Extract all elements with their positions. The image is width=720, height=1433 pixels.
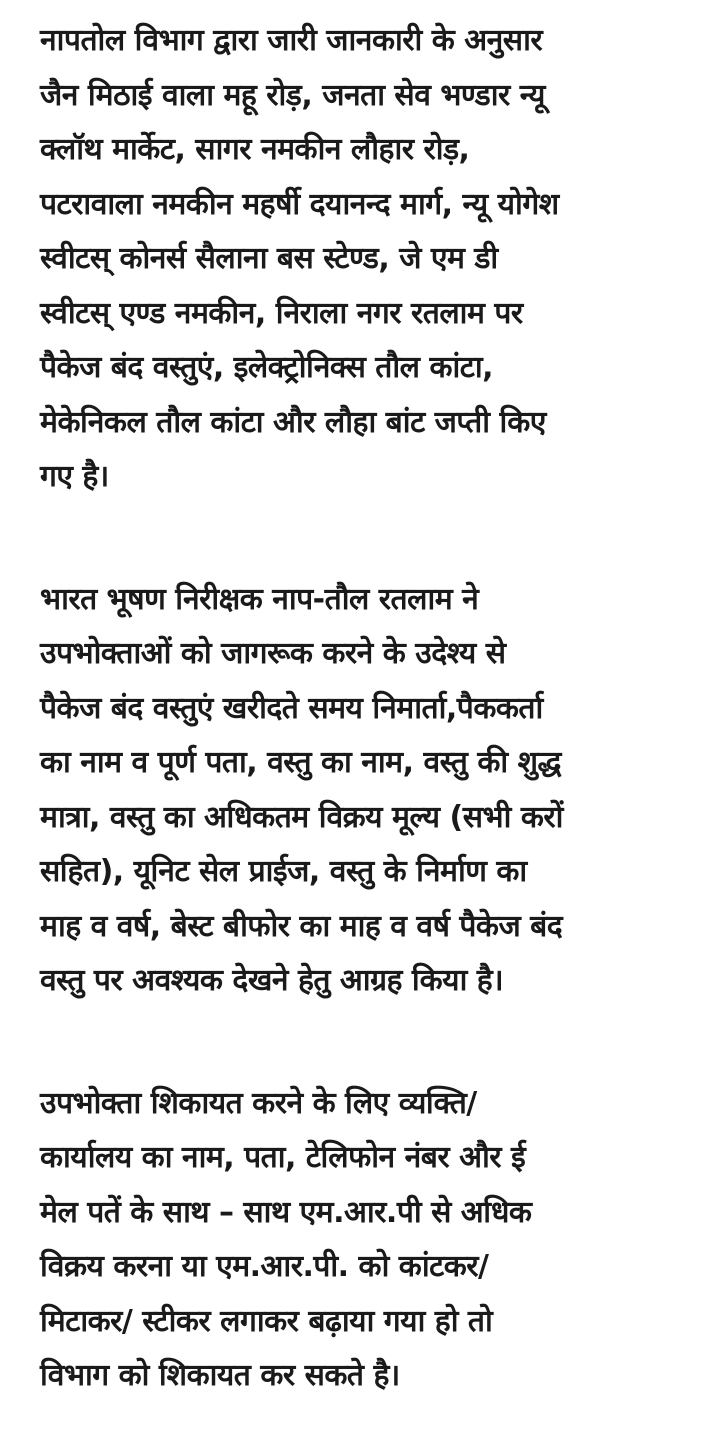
paragraph-complaint-info [40, 1077, 710, 1404]
text-line: सहित), यूनिट सेल प्राईज, वस्तु के निर्माण का [40, 854, 527, 889]
paragraph-gap [40, 505, 710, 573]
text-line: मात्रा, वस्तु का अधिकतम विक्रय मूल्य (सभी करों [40, 799, 563, 835]
text-line: मेल पतें के साथ – साथ एम.आर.पी से अधिक [40, 1194, 532, 1230]
text-line: माह व वर्ष, बेस्ट बीफोर का माह व वर्ष पैकेज बंद [40, 908, 563, 944]
text-line: क्लॉथ मार्केट, सागर नमकीन लौहार रोड़, [40, 132, 470, 167]
text-line: मिटाकर/ स्टीकर लगाकर बढ़ाया गया हो तो [40, 1303, 493, 1339]
text-line: विक्रय करना या एम.आर.पी. को कांटकर/ [40, 1249, 489, 1284]
paragraph-inspector-advice [40, 573, 710, 1009]
text-line: नापतोल विभाग द्वारा जारी जानकारी के अनुसार [40, 23, 543, 58]
text-line: उपभोक्ताओं को जागरूक करने के उदेश्य से [40, 636, 506, 671]
text-line: पटरावाला नमकीन महर्षी दयानन्द मार्ग, न्यू योगेश [40, 186, 559, 222]
text-line: स्वीटस् कोनर्स सैलाना बस स्टेण्ड, जे एम डी [40, 241, 498, 276]
text-line: मेकेनिकल तौल कांटा और लौहा बांट जप्ती किए [40, 404, 546, 440]
text-line: पैकेज बंद वस्तुएं खरीदते समय निमार्ता,पैककर्ता [40, 690, 543, 726]
text-line: स्वीटस् एण्ड नमकीन, निराला नगर रतलाम पर [40, 295, 523, 331]
text-line: गए है। [40, 459, 109, 494]
text-line: भारत भूषण निरीक्षक नाप-तौल रतलाम ने [40, 581, 479, 617]
text-line: विभाग को शिकायत कर सकते है। [40, 1358, 400, 1393]
text-line: कार्यालय का नाम, पता, टेलिफोन नंबर और ई [40, 1140, 526, 1175]
paragraph-gap [40, 1009, 710, 1077]
text-line: जैन मिठाई वाला महू रोड़, जनता सेव भण्डार न्यू [40, 77, 545, 113]
text-line: उपभोक्ता शिकायत करने के लिए व्यक्ति/ [40, 1085, 477, 1121]
text-line: वस्तु पर अवश्यक देखने हेतु आग्रह किया है। [40, 963, 504, 998]
paragraph-seizure-notice [40, 14, 710, 505]
text-line: का नाम व पूर्ण पता, वस्तु का नाम, वस्तु की शुद्ध [40, 745, 561, 780]
article-body [40, 14, 710, 1404]
text-line: पैकेज बंद वस्तुएं, इलेक्ट्रोनिक्स तौल कांटा, [40, 350, 494, 385]
